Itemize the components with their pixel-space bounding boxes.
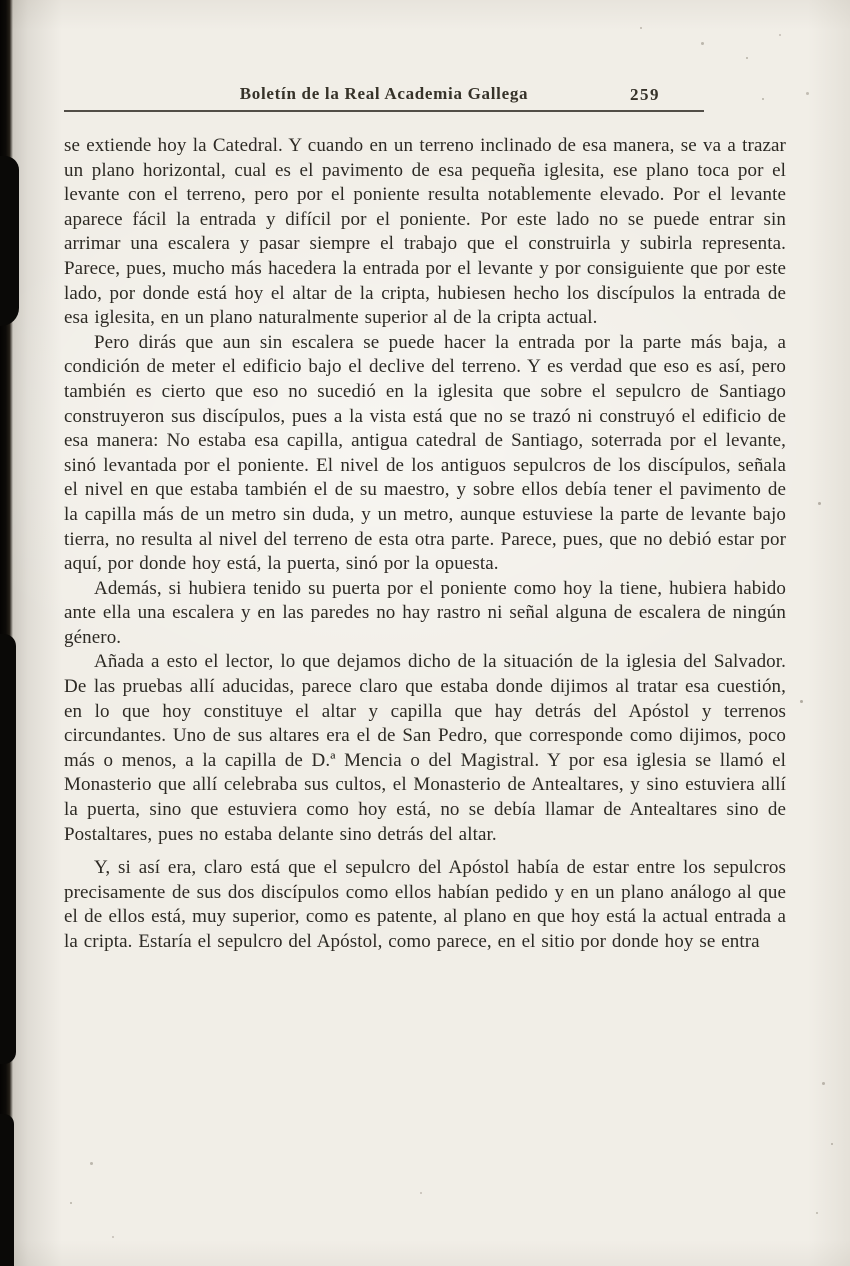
paper-speck bbox=[806, 92, 809, 95]
paper-speck bbox=[420, 1192, 422, 1194]
binding-ink-blob bbox=[0, 634, 16, 1064]
paper-speck bbox=[800, 700, 803, 703]
paper-speck bbox=[90, 1162, 93, 1165]
page-content bbox=[64, 84, 786, 955]
page-header bbox=[64, 84, 704, 106]
paragraph-2: Pero dirás que aun sin escalera se puede hacer la entrada por la parte más baja, a condición de meter el edificio bajo el declive del terreno. Y es verdad que eso es así, pero también es cierto que eso no sucedió en la iglesita que sobre el sepulcro de Santiago construyeron sus discípulos, pues a la vista está que no se trazó ni construyó el edificio de esa manera: No estaba esa capilla, antigua catedral de Santiago, soterrada por el levante, sinó levantada por el poniente. El nivel de los antiguos sepulcros de los discípulos, señala el nivel en que estaba también el de su maestro, y sobre ellos debía tener el pavimento de la capilla más de un metro sin duda, y un metro, aunque estuviese la parte de levante bajo tierra, no resulta al nivel del terreno de esta otra parte. Parece, pues, que no debió estar por aquí, por donde hoy está, la puerta, sinó por la opuesta. bbox=[64, 331, 786, 575]
paragraph-1: se extiende hoy la Catedral. Y cuando en un terreno inclinado de esa manera, se va a trazar un plano horizontal, cual es el pavimento de esa pequeña iglesita, ese plano toca por el levante con el terreno, pero por el poniente resulta notablemente elevado. Por el levante aparece fácil la entrada y difícil por el poniente. Por este lado no se puede entrar sin arrimar una escalera y pasar siempre el trabajo que el construirla y subirla representa. Parece, pues, mucho más hacedera la entrada por el levante y por consiguiente que por este lado, por donde está hoy el altar de la cripta, hubiesen hecho los discípulos la entrada de esa iglesita, en un plano naturalmente superior al de la cripta actual. bbox=[64, 135, 786, 329]
paper-speck bbox=[746, 57, 748, 59]
binding-ink-blob bbox=[0, 1114, 14, 1266]
page-number: 259 bbox=[630, 85, 660, 104]
paper-speck bbox=[112, 1236, 114, 1238]
paper-speck bbox=[779, 34, 781, 36]
paragraph-3: Además, si hubiera tenido su puerta por el poniente como hoy la tiene, hubiera habido ante ella una escalera y en las paredes no hay rastro ni señal alguna de escalera de ningún género. bbox=[64, 577, 786, 648]
binding-ink-blob bbox=[0, 156, 19, 326]
header-rule bbox=[64, 110, 704, 112]
paper-speck bbox=[640, 27, 642, 29]
paper-speck bbox=[818, 502, 821, 505]
paragraph-4: Añada a esto el lector, lo que dejamos dicho de la situación de la iglesia del Salvador. De las pruebas allí aducidas, parece claro que estaba donde dijimos al tratar esa cuestión, en lo que hoy constituye el altar y capilla que hay detrás del Apóstol y terrenos circundantes. Uno de sus altares era el de San Pedro, que corresponde como dijimos, poco más o menos, a la capilla de D.ª Mencia o del Magistral. Y por esa iglesia se llamó el Monasterio que allí celebraba sus cultos, el Monasterio de Antealtares, y sino estuviera allí la puerta, sino que estuviera como hoy está, no se debía llamar de Antealtares sino de Postaltares, pues no estaba delante sino detrás del altar. bbox=[64, 651, 786, 845]
paper-speck bbox=[701, 42, 704, 45]
paper-speck bbox=[816, 1212, 818, 1214]
page-body bbox=[64, 134, 786, 955]
paper-speck bbox=[822, 1082, 825, 1085]
paper-speck bbox=[831, 1143, 833, 1145]
paragraph-5: Y, si así era, claro está que el sepulcro del Apóstol había de estar entre los sepulcros precisamente de sus dos discípulos como ellos habían pedido y en un plano análogo al que el de ellos está, muy superior, como es patente, al plano en que hoy está la actual entrada a la cripta. Estaría el sepulcro del Apóstol, como parece, en el sitio por donde hoy se entra bbox=[64, 857, 786, 952]
paper-speck bbox=[70, 1202, 72, 1204]
journal-title: Boletín de la Real Academia Gallega bbox=[239, 84, 529, 103]
